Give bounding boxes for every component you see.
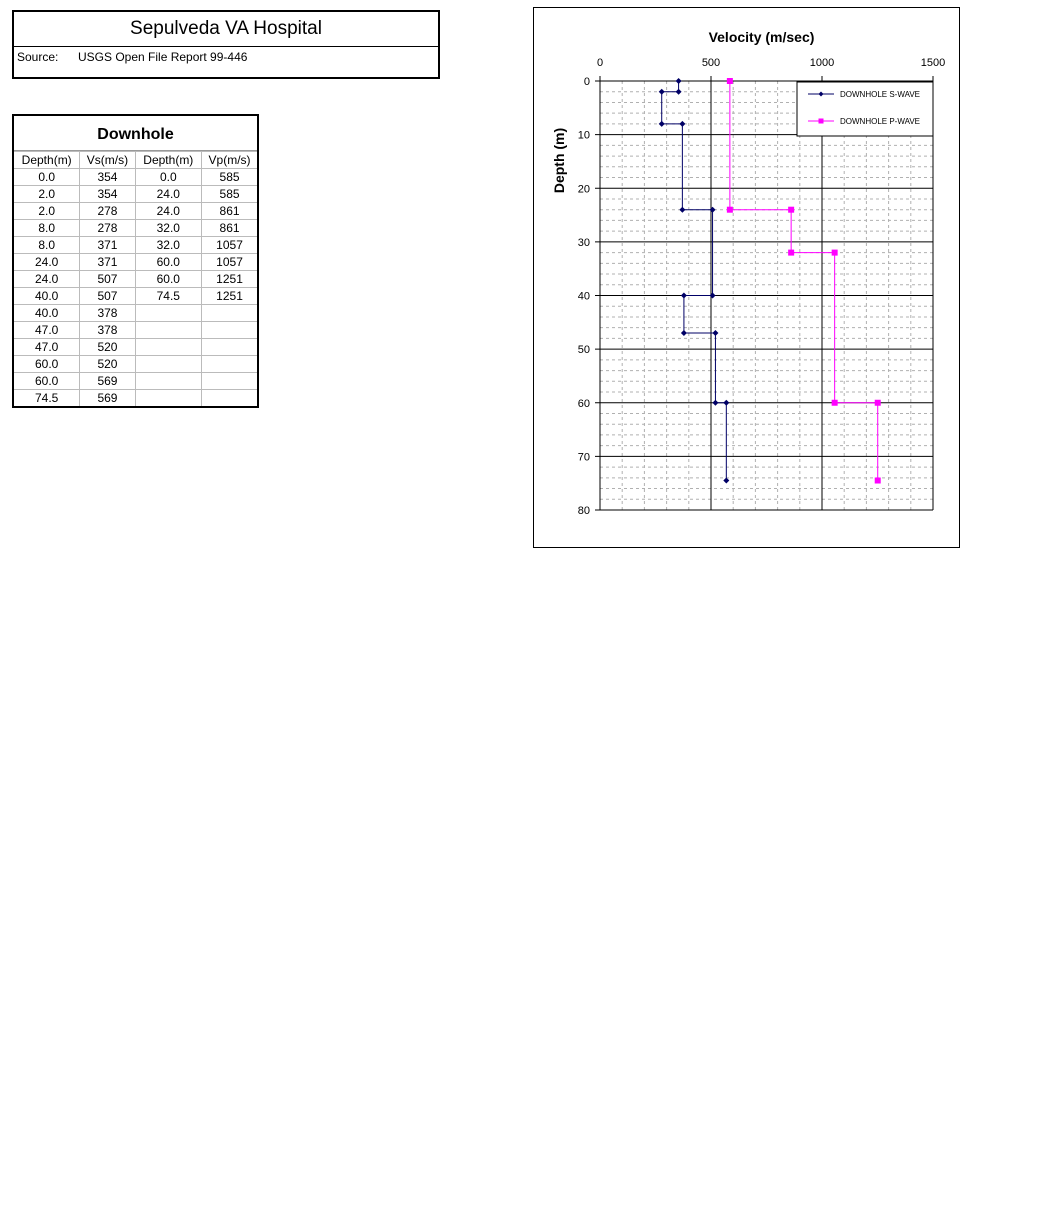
table-cell: 40.0 — [14, 305, 80, 322]
table-cell: 569 — [80, 373, 135, 390]
downhole-table-title: Downhole — [14, 116, 257, 151]
table-cell — [202, 390, 257, 407]
column-header-vp: Vp(m/s) — [202, 152, 257, 169]
y-tick-label: 0 — [583, 76, 590, 88]
table-row — [14, 339, 257, 356]
series-line-p-wave — [730, 81, 878, 481]
table-cell: 569 — [80, 390, 135, 407]
series-line-s-wave — [662, 81, 727, 481]
y-tick-label: 20 — [577, 183, 590, 196]
table-cell: 32.0 — [135, 237, 202, 254]
table-body — [14, 169, 257, 407]
data-point-s-wave — [676, 89, 682, 95]
column-header-vs: Vs(m/s) — [80, 152, 135, 169]
table-cell: 507 — [80, 271, 135, 288]
table-cell: 1251 — [202, 288, 257, 305]
table-cell: 278 — [80, 220, 135, 237]
column-header-depth-s: Depth(m) — [14, 152, 80, 169]
table-cell — [202, 373, 257, 390]
table-row — [14, 356, 257, 373]
x-tick-label: 1500 — [920, 57, 946, 69]
table-row — [14, 271, 257, 288]
y-axis-label: Depth (m) — [551, 127, 567, 194]
table-row — [14, 186, 257, 203]
data-point-s-wave — [676, 78, 682, 84]
legend-marker — [819, 119, 824, 124]
data-point-s-wave — [681, 293, 687, 299]
data-point-s-wave — [710, 293, 716, 299]
table-header-row — [14, 152, 257, 169]
table-cell: 0.0 — [135, 169, 202, 186]
source-value: USGS Open File Report 99-446 — [78, 50, 248, 64]
table-row — [14, 322, 257, 339]
table-cell: 32.0 — [135, 220, 202, 237]
table-cell: 2.0 — [14, 203, 80, 220]
source-line — [14, 47, 438, 64]
data-point-s-wave — [712, 400, 718, 406]
table-row — [14, 220, 257, 237]
table-row — [14, 288, 257, 305]
data-point-p-wave — [788, 250, 794, 256]
x-tick-label: 500 — [701, 57, 721, 69]
table-cell: 507 — [80, 288, 135, 305]
table-cell: 47.0 — [14, 322, 80, 339]
table-cell: 24.0 — [14, 254, 80, 271]
data-point-p-wave — [832, 250, 838, 256]
y-tick-label: 50 — [577, 344, 590, 357]
table-cell: 278 — [80, 203, 135, 220]
data-point-p-wave — [875, 400, 881, 406]
page-title: Sepulveda VA Hospital — [14, 12, 438, 47]
table-cell — [202, 339, 257, 356]
y-tick-label: 40 — [577, 290, 590, 303]
table-cell: 47.0 — [14, 339, 80, 356]
legend-label: DOWNHOLE P-WAVE — [840, 117, 921, 126]
table-cell: 24.0 — [135, 186, 202, 203]
header-box — [12, 10, 440, 79]
table-row — [14, 237, 257, 254]
table-cell — [135, 339, 202, 356]
table-cell: 60.0 — [14, 356, 80, 373]
table-row — [14, 254, 257, 271]
table-cell: 861 — [202, 203, 257, 220]
table-cell: 60.0 — [135, 271, 202, 288]
table-cell: 60.0 — [14, 373, 80, 390]
table-cell — [135, 305, 202, 322]
table-cell: 1057 — [202, 254, 257, 271]
data-point-s-wave — [710, 207, 716, 213]
table-cell: 0.0 — [14, 169, 80, 186]
table-cell: 371 — [80, 254, 135, 271]
table-cell: 1057 — [202, 237, 257, 254]
y-tick-label: 10 — [577, 129, 590, 142]
velocity-chart — [533, 7, 960, 548]
data-point-p-wave — [727, 78, 733, 84]
table-cell: 861 — [202, 220, 257, 237]
downhole-table — [12, 114, 259, 408]
table-row — [14, 305, 257, 322]
data-point-s-wave — [712, 330, 718, 336]
column-header-depth-p: Depth(m) — [135, 152, 202, 169]
data-point-p-wave — [875, 478, 881, 484]
source-label: Source: — [17, 50, 59, 64]
data-point-s-wave — [659, 89, 665, 95]
chart-svg — [534, 8, 959, 547]
table-cell: 354 — [80, 169, 135, 186]
x-tick-label: 0 — [596, 57, 604, 69]
table-cell: 520 — [80, 356, 135, 373]
x-tick-label: 1000 — [809, 57, 835, 69]
data-point-p-wave — [832, 400, 838, 406]
table-cell — [135, 322, 202, 339]
table-cell — [202, 305, 257, 322]
table-row — [14, 203, 257, 220]
table-cell — [202, 322, 257, 339]
table-cell — [202, 356, 257, 373]
data-point-s-wave — [681, 330, 687, 336]
table-row — [14, 373, 257, 390]
table-cell: 8.0 — [14, 220, 80, 237]
table-cell: 378 — [80, 305, 135, 322]
y-tick-label: 80 — [577, 505, 590, 517]
data-point-s-wave — [679, 121, 685, 127]
table-cell: 40.0 — [14, 288, 80, 305]
table-cell: 520 — [80, 339, 135, 356]
table-cell — [135, 356, 202, 373]
chart-title: Velocity (m/sec) — [708, 29, 815, 45]
table-cell: 8.0 — [14, 237, 80, 254]
data-point-s-wave — [723, 400, 729, 406]
table-cell: 1251 — [202, 271, 257, 288]
table-cell: 24.0 — [14, 271, 80, 288]
table-cell: 74.5 — [14, 390, 80, 407]
table-cell: 378 — [80, 322, 135, 339]
table-cell: 74.5 — [135, 288, 202, 305]
table-row — [14, 169, 257, 186]
data-point-p-wave — [727, 207, 733, 213]
table-cell: 585 — [202, 186, 257, 203]
downhole-data-table — [14, 151, 257, 406]
data-point-s-wave — [723, 478, 729, 484]
legend-label: DOWNHOLE S-WAVE — [840, 90, 921, 99]
table-cell: 371 — [80, 237, 135, 254]
table-cell: 354 — [80, 186, 135, 203]
y-tick-label: 30 — [577, 236, 590, 249]
data-point-p-wave — [788, 207, 794, 213]
table-cell: 60.0 — [135, 254, 202, 271]
table-cell: 585 — [202, 169, 257, 186]
y-tick-label: 60 — [577, 397, 590, 410]
data-point-s-wave — [659, 121, 665, 127]
table-row — [14, 390, 257, 407]
table-cell — [135, 373, 202, 390]
y-tick-label: 70 — [577, 451, 590, 464]
table-cell: 2.0 — [14, 186, 80, 203]
table-cell: 24.0 — [135, 203, 202, 220]
data-point-s-wave — [679, 207, 685, 213]
table-cell — [135, 390, 202, 407]
